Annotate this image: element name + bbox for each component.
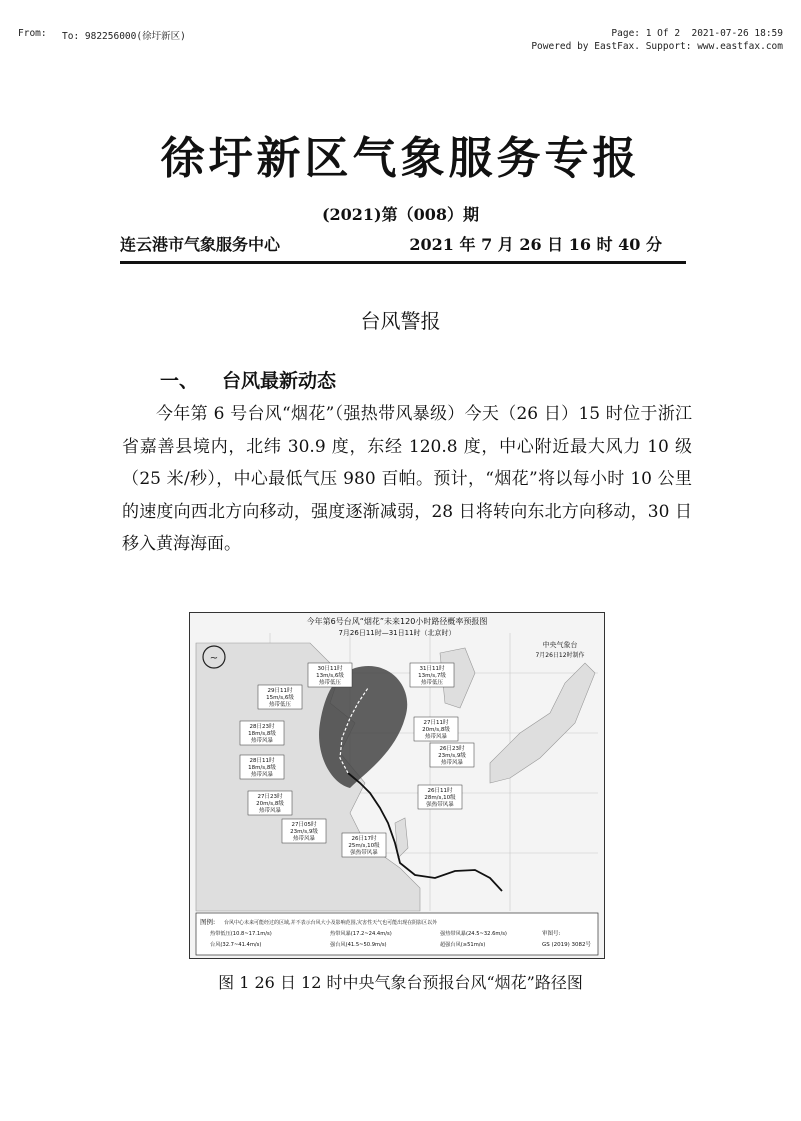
track-map-svg bbox=[190, 613, 604, 958]
forecast-label-text: 热带风暴 bbox=[440, 760, 464, 766]
legend-item-td: 热带低压(10.8~17.1m/s) bbox=[210, 931, 272, 937]
legend-item-ts: 热带风暴(17.2~24.4m/s) bbox=[330, 931, 392, 937]
forecast-label-text: 13m/s,6级 bbox=[316, 673, 344, 679]
forecast-label-text: 20m/s,8级 bbox=[422, 727, 450, 733]
forecast-label-text: 强热带风暴 bbox=[350, 850, 378, 856]
review-label: 审图号: bbox=[542, 931, 561, 937]
report-subtitle: 台风警报 bbox=[360, 309, 441, 333]
legend-note: 台风中心未来可能经过的区域,并不表示台风大小及影响范围,灾害性天气也可能出现在阴影区以外 bbox=[224, 920, 438, 926]
section-title: 台风最新动态 bbox=[222, 370, 337, 392]
forecast-label-text: 30日11时 bbox=[317, 666, 343, 672]
forecast-label-text: 31日11时 bbox=[419, 666, 445, 672]
agency-name: 中央气象台 bbox=[542, 641, 578, 649]
forecast-label-text: 13m/s,7级 bbox=[418, 673, 446, 679]
forecast-label-text: 强热带风暴 bbox=[426, 802, 454, 808]
fax-page-info: Page: 1 Of 2 2021-07-26 18:59 bbox=[611, 28, 783, 39]
forecast-label-text: 29日11时 bbox=[267, 688, 293, 694]
forecast-label-text: 18m/s,8级 bbox=[248, 731, 276, 737]
document-title: 徐圩新区气象服务专报 bbox=[160, 133, 641, 184]
forecast-label-text: 26日17时 bbox=[351, 836, 377, 842]
agency-time: 7月26日12时制作 bbox=[535, 652, 585, 659]
forecast-label-text: 28m/s,10级 bbox=[424, 795, 456, 801]
svg-text:~: ~ bbox=[209, 653, 219, 664]
map-title: 今年第6号台风“烟花”未来120小时路径概率预报图 bbox=[306, 617, 488, 626]
section-number: 一、 bbox=[160, 370, 199, 392]
forecast-label-text: 20m/s,8级 bbox=[256, 801, 284, 807]
legend-item-ty: 台风(32.7~41.4m/s) bbox=[210, 942, 262, 948]
issuer-line bbox=[120, 232, 686, 260]
issue-date: 2021 年 7 月 26 日 16 时 40 分 bbox=[409, 235, 662, 254]
header-rule bbox=[120, 261, 686, 264]
fax-powered-by: Powered by EastFax. Support: www.eastfax.com bbox=[531, 41, 783, 52]
review-code: GS (2019) 3082号 bbox=[542, 942, 592, 948]
forecast-label-text: 28日11时 bbox=[249, 758, 275, 764]
map-subtitle: 7月26日11时—31日11时（北京时） bbox=[338, 629, 456, 637]
forecast-label-text: 27日11时 bbox=[423, 720, 449, 726]
forecast-label-text: 15m/s,6级 bbox=[266, 695, 294, 701]
forecast-label-text: 23m/s,9级 bbox=[290, 829, 318, 835]
forecast-label-text: 热带风暴 bbox=[250, 772, 274, 778]
issue-number: (2021)第（008）期 bbox=[321, 205, 480, 224]
forecast-label-text: 热带风暴 bbox=[258, 808, 282, 814]
forecast-label-text: 26日11时 bbox=[427, 788, 453, 794]
legend-item-superty: 超强台风(≥51m/s) bbox=[440, 942, 486, 948]
forecast-label-text: 28日23时 bbox=[249, 724, 275, 730]
forecast-label-text: 18m/s,8级 bbox=[248, 765, 276, 771]
forecast-label-text: 25m/s,10级 bbox=[348, 843, 380, 849]
forecast-label-text: 热带风暴 bbox=[292, 836, 316, 842]
legend-title: 图例: bbox=[200, 918, 216, 926]
legend-item-sts: 强热带风暴(24.5~32.6m/s) bbox=[440, 931, 507, 937]
fax-from-label: From: bbox=[18, 28, 47, 39]
fax-recipient: To: 982256000(徐圩新区) bbox=[62, 31, 186, 42]
forecast-label-text: 27日23时 bbox=[257, 794, 283, 800]
forecast-label-text: 23m/s,9级 bbox=[438, 753, 466, 759]
forecast-label-text: 热带低压 bbox=[318, 680, 342, 686]
forecast-label-text: 热带风暴 bbox=[250, 738, 274, 744]
legend-item-sty: 强台风(41.5~50.9m/s) bbox=[330, 942, 387, 948]
forecast-label-text: 热带风暴 bbox=[424, 734, 448, 740]
section-body bbox=[122, 398, 692, 561]
figure-caption: 图 1 26 日 12 时中央气象台预报台风“烟花”路径图 bbox=[218, 973, 583, 992]
forecast-label-text: 热带低压 bbox=[268, 702, 292, 708]
section-heading bbox=[160, 366, 336, 393]
typhoon-paragraph: 今年第 6 号台风“烟花”（强热带风暴级）今天（26 日）15 时位于浙江省嘉善县境内，北纬 30.9 度，东经 120.8 度，中心附近最大风力 10 级（25 米/秒），中心最低气压 980 百帕。预计，“烟花”将以每小时 10 公里的速度向西北方向移动，强度逐渐减弱，28 日将转向东北方向移动，30 日移入黄海海面。 bbox=[122, 404, 692, 554]
forecast-label-text: 26日23时 bbox=[439, 746, 465, 752]
forecast-label-text: 热带低压 bbox=[420, 680, 444, 686]
forecast-label-text: 27日05时 bbox=[291, 822, 317, 828]
typhoon-track-map bbox=[189, 612, 605, 959]
issuer-org: 连云港市气象服务中心 bbox=[120, 235, 281, 254]
